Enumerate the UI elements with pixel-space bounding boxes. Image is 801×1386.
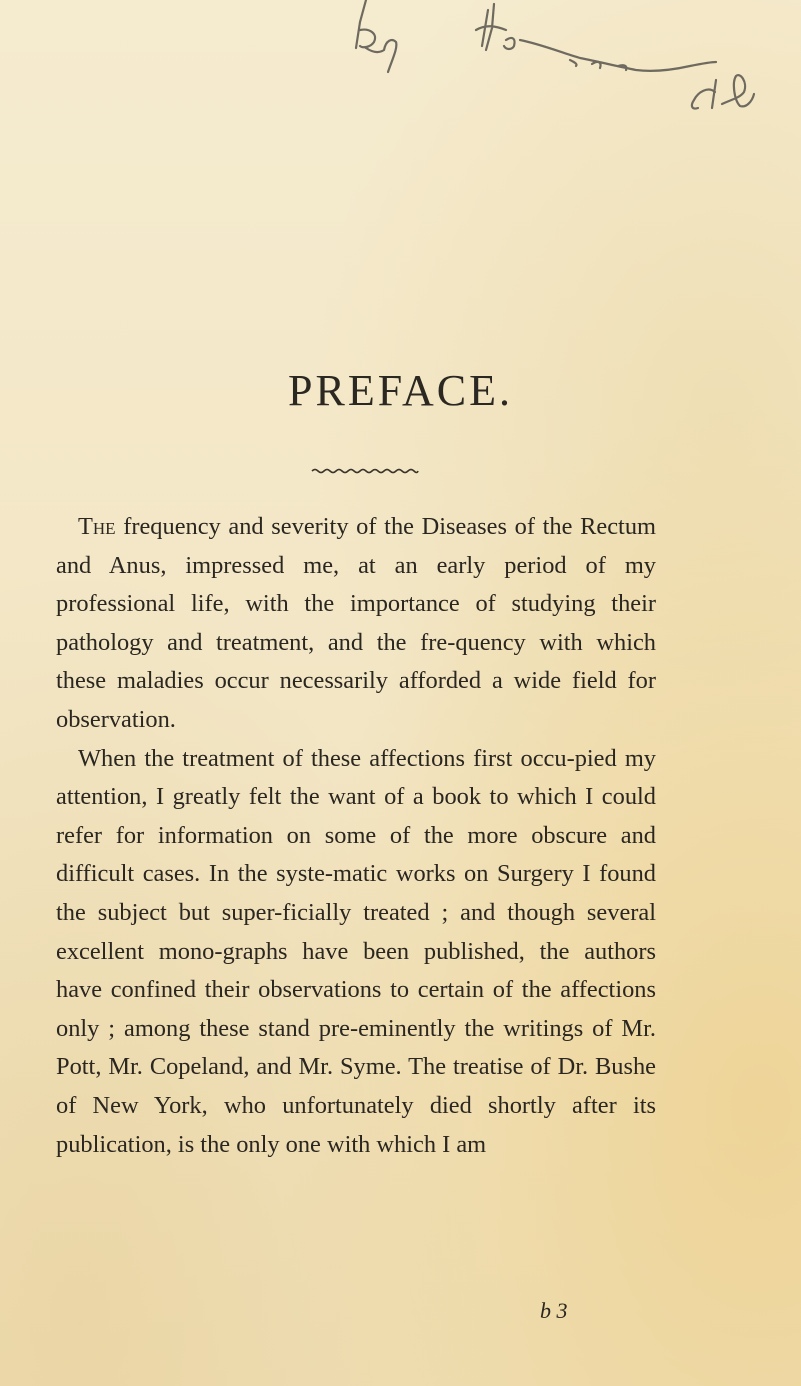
paragraph-2	[56, 740, 656, 1165]
paragraph-1	[56, 508, 656, 740]
paragraph-text: When the treatment of these affections first occu-pied my attention, I greatly felt the want of a book to which I could refer for information on some of the more obscure and difficult cases. In the syste-matic works on Surgery I found the subject but super-ficially treated ; and though several excellent mono-graphs have been published, the authors have confined their observations to certain of the affections only ; among these stand pre-eminently the writings of Mr. Pott, Mr. Copeland, and Mr. Syme. The treatise of Dr. Bushe of New York, who unfortunately died shortly after its publication, is the only one with which I am	[56, 744, 656, 1158]
title-divider	[310, 467, 420, 475]
preface-body	[56, 508, 656, 1164]
page-title: PREFACE.	[288, 366, 513, 415]
paragraph-lead: The	[78, 513, 116, 540]
paragraph-text: frequency and severity of the Diseases of the Rectum and Anus, impressed me, at an early period of my professional life, with the importance of studying their pathology and treatment, and the fre-quency with which these maladies occur necessarily afforded a wide field for observation.	[56, 513, 656, 733]
signature-mark: b 3	[540, 1298, 568, 1323]
handwritten-inscription	[0, 0, 801, 130]
